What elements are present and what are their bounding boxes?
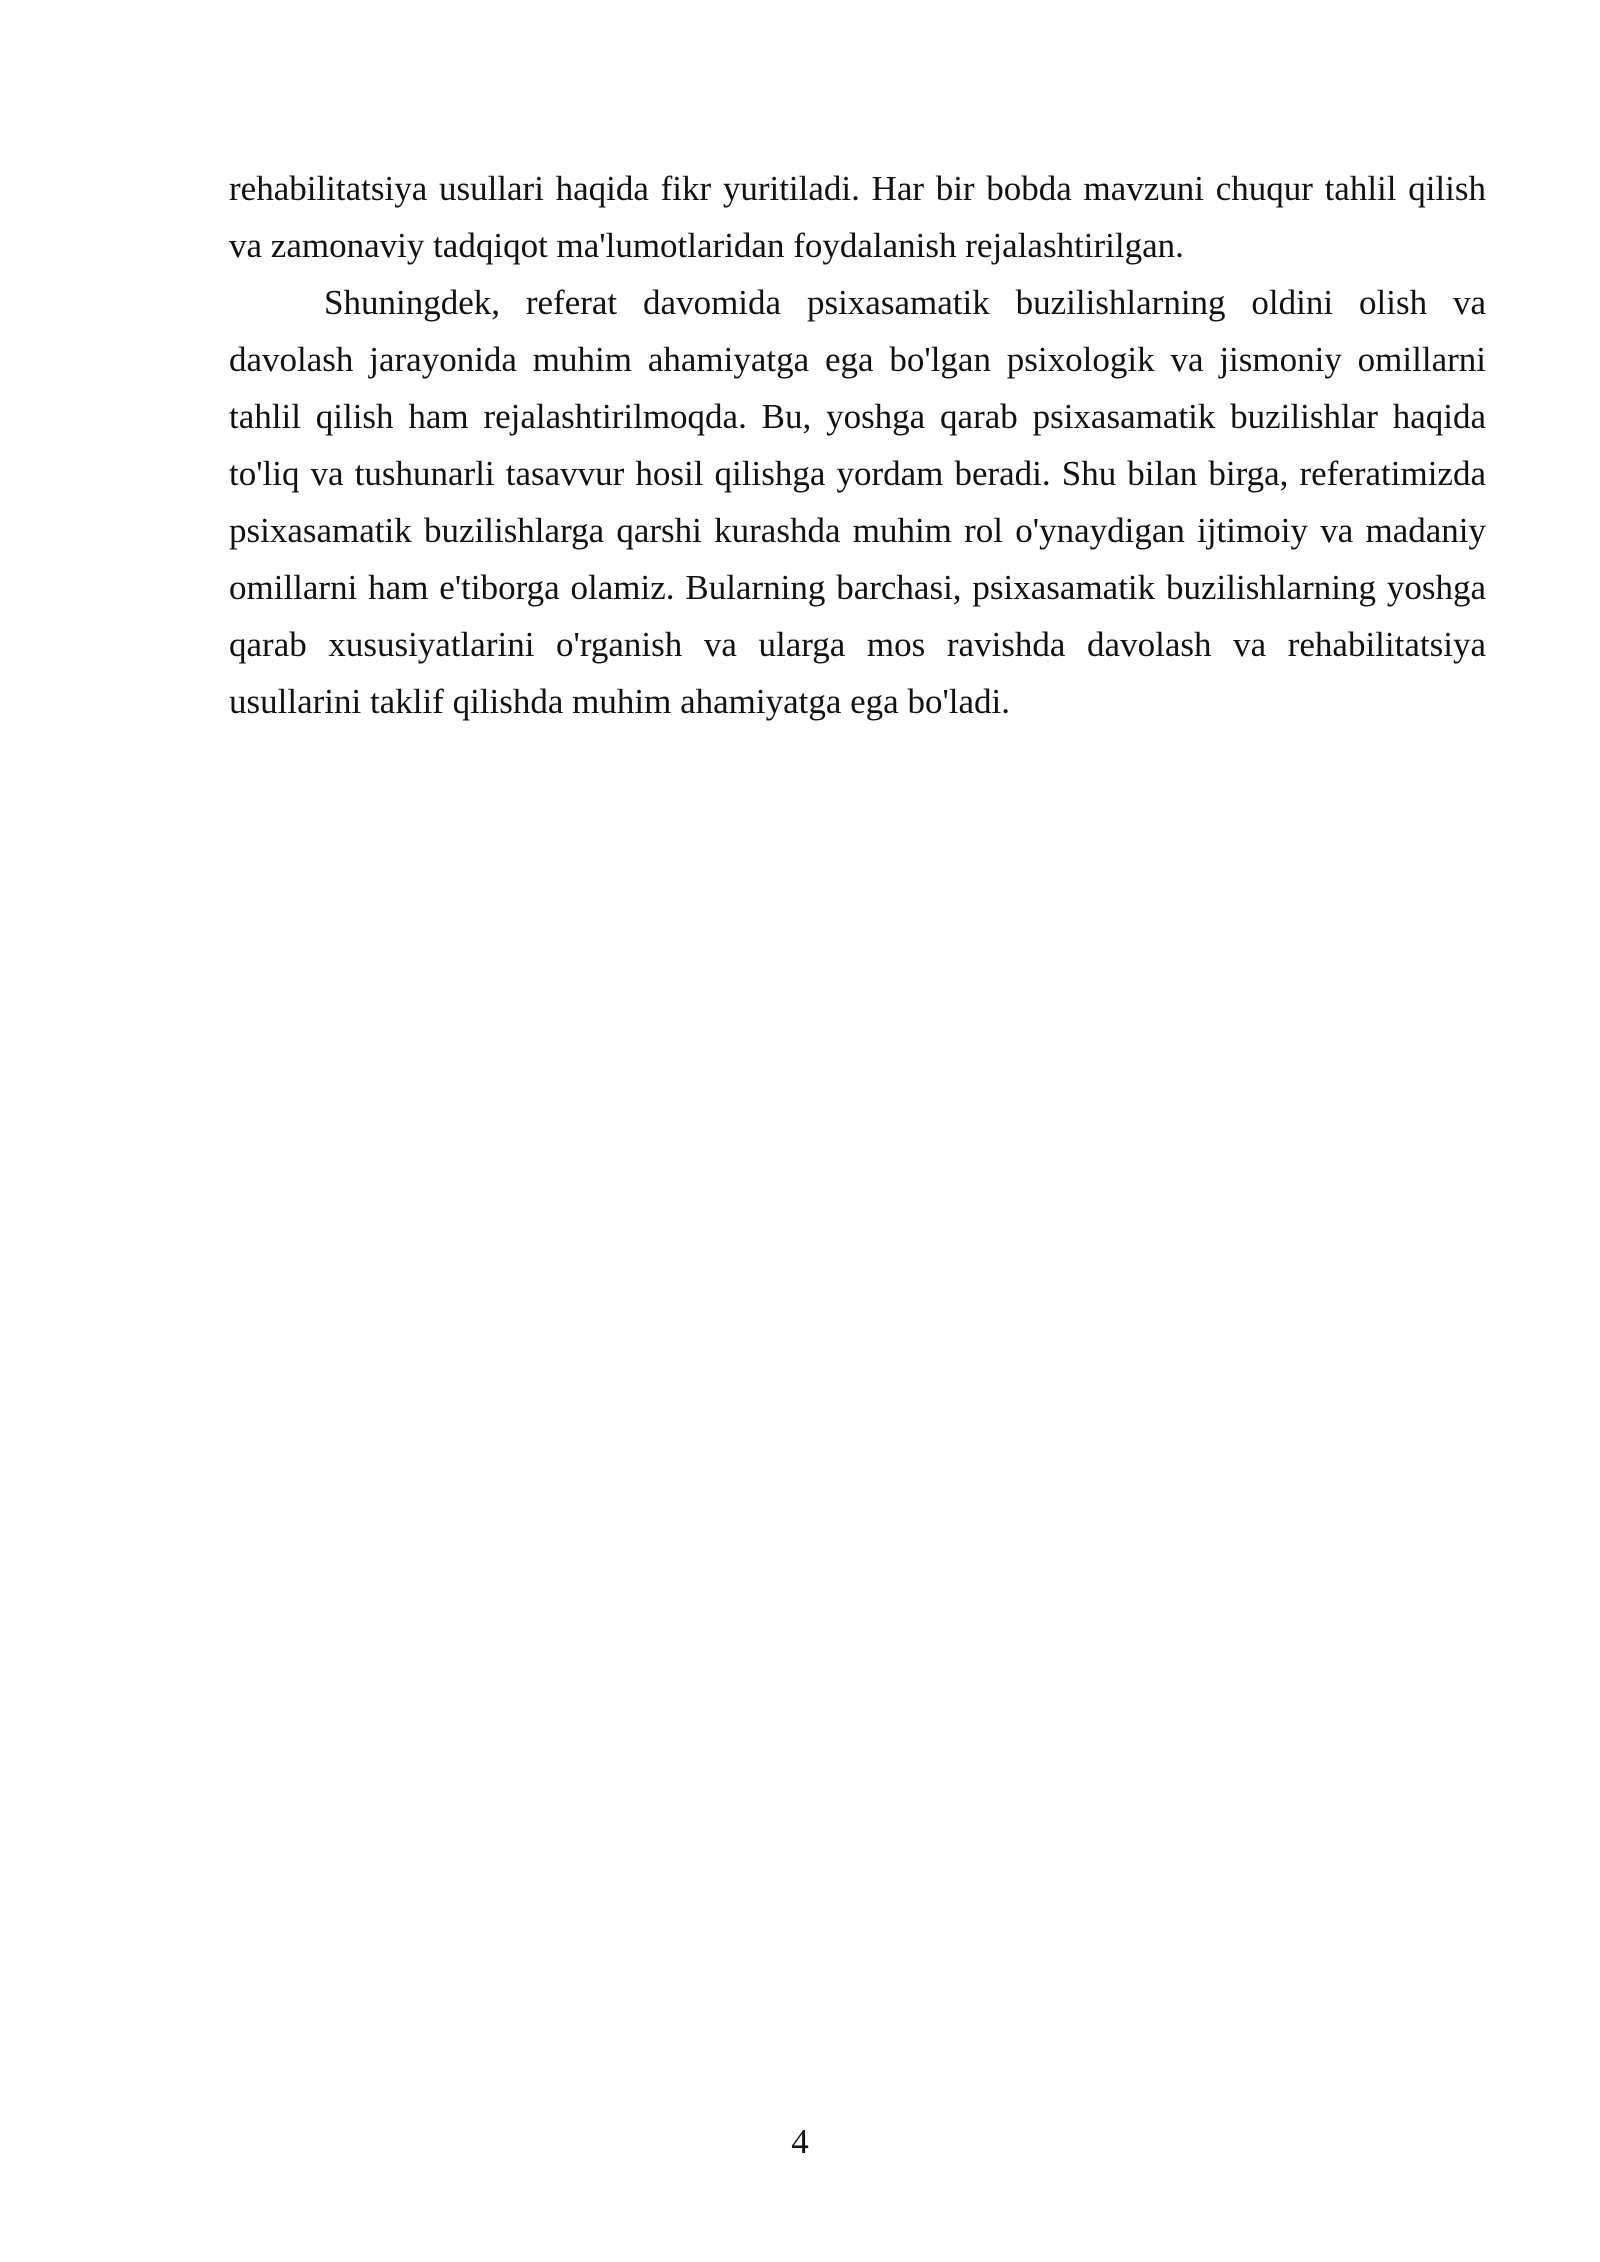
paragraph-continuation: rehabilitatsiya usullari haqida fikr yuritiladi. Har bir bobda mavzuni chuqur tahlil qilish va zamonaviy tadqiqot ma'lumotlaridan foydalanish rejalashtirilgan. <box>229 169 1486 265</box>
body-text <box>229 160 1486 730</box>
paragraph-shuningdek: Shuningdek, referat davomida psixasamatik buzilishlarning oldini olish va davolash jarayonida muhim ahamiyatga ega bo'lgan psixologik va jismoniy omillarni tahlil qilish ham rejalashtirilmoqda. Bu, yoshga qarab psixasamatik buzilishlar haqida to'liq va tushunarli tasavvur hosil qilishga yordam beradi. Shu bilan birga, referatimizda psixasamatik buzilishlarga qarshi kurashda muhim rol o'ynaydigan ijtimoiy va madaniy omillarni ham e'tiborga olamiz. Bularning barchasi, psixasamatik buzilishlarning yoshga qarab xususiyatlarini o'rganish va ularga mos ravishda davolash va rehabilitatsiya usullarini taklif qilishda muhim ahamiyatga ega bo'ladi. <box>229 283 1486 721</box>
page-number: 4 <box>791 2122 809 2161</box>
